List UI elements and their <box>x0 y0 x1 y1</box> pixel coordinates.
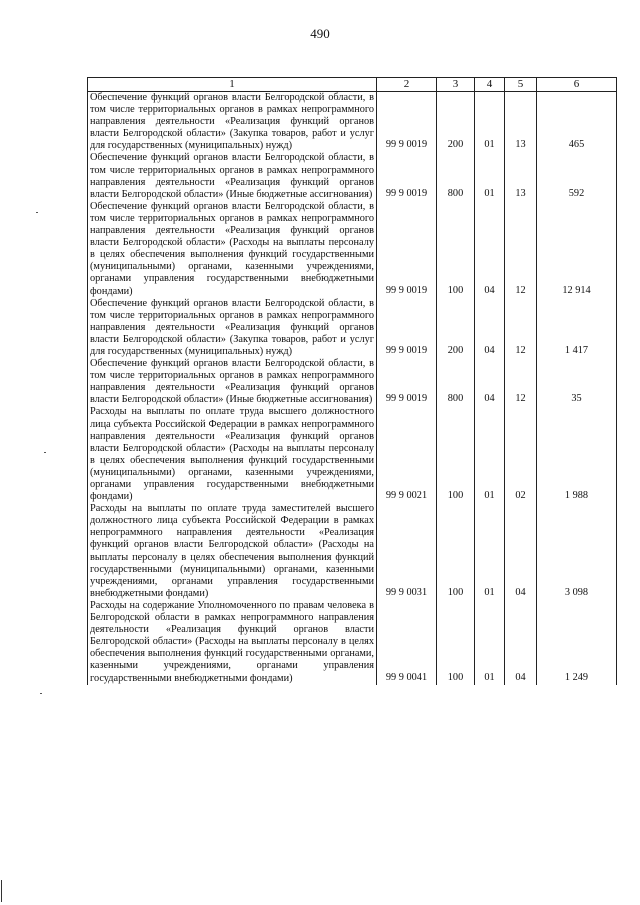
row-description: Расходы на выплаты по оплате труда заместителей высшего должностного лица субъекта Российской Федерации в рамках непрограммного направления деятельности «Реализация функций органов власти Белгородской области» (Расходы на выплаты персоналу в целях обеспечения выполнения функций государственными (муниципальными) органами, казенными учреждениями, органами управления государственными внебюджетными фондами) <box>88 503 377 600</box>
scan-edge-line <box>1 880 2 902</box>
row-type: 800 <box>437 152 475 200</box>
row-type: 100 <box>437 201 475 298</box>
column-header-type: 3 <box>437 78 475 92</box>
row-code: 99 9 0021 <box>377 406 437 503</box>
column-header-description: 1 <box>88 78 377 92</box>
row-section: 01 <box>475 503 505 600</box>
row-code: 99 9 0019 <box>377 358 437 406</box>
row-subsection: 13 <box>505 92 537 153</box>
row-section: 01 <box>475 152 505 200</box>
page-number: 490 <box>310 26 330 41</box>
row-code: 99 9 0041 <box>377 600 437 685</box>
table-row <box>88 152 617 200</box>
scan-margin-mark <box>40 693 42 694</box>
row-amount: 1 249 <box>537 600 617 685</box>
row-section: 01 <box>475 600 505 685</box>
row-amount: 12 914 <box>537 201 617 298</box>
row-amount: 465 <box>537 92 617 153</box>
table-row <box>88 406 617 503</box>
row-type: 100 <box>437 600 475 685</box>
row-description: Расходы на выплаты по оплате труда высшего должностного лица субъекта Российской Федерации в рамках непрограммного направления деятельности «Реализация функций органов власти Белгородской области» (Расходы на выплаты персоналу в целях обеспечения выполнения функций государственными (муниципальными) органами, казенными учреждениями, органами управления государственными внебюджетными фондами) <box>88 406 377 503</box>
row-amount: 1 417 <box>537 298 617 358</box>
column-header-code: 2 <box>377 78 437 92</box>
row-code: 99 9 0019 <box>377 201 437 298</box>
row-type: 200 <box>437 298 475 358</box>
column-header-subsection: 5 <box>505 78 537 92</box>
row-description: Обеспечение функций органов власти Белгородской области, в том числе территориальных органов в рамках непрограммного направления деятельности «Реализация функций органов власти Белгородской области» (Расходы на выплаты персоналу в целях обеспечения выполнения функций государственными (муниципальными) органами, казенными учреждениями, органами управления государственными внебюджетными фондами) <box>88 201 377 298</box>
row-subsection: 04 <box>505 600 537 685</box>
row-amount: 1 988 <box>537 406 617 503</box>
row-type: 800 <box>437 358 475 406</box>
row-section: 01 <box>475 406 505 503</box>
table-row <box>88 600 617 685</box>
row-subsection: 13 <box>505 152 537 200</box>
column-header-amount: 6 <box>537 78 617 92</box>
table-row <box>88 298 617 358</box>
row-amount: 35 <box>537 358 617 406</box>
table-row <box>88 358 617 406</box>
row-amount: 3 098 <box>537 503 617 600</box>
scan-margin-mark <box>44 452 46 453</box>
row-section: 01 <box>475 92 505 153</box>
row-amount: 592 <box>537 152 617 200</box>
row-subsection: 12 <box>505 298 537 358</box>
table-header-row <box>88 78 617 92</box>
row-code: 99 9 0019 <box>377 298 437 358</box>
table-row <box>88 503 617 600</box>
row-subsection: 04 <box>505 503 537 600</box>
row-code: 99 9 0031 <box>377 503 437 600</box>
table-row <box>88 201 617 298</box>
row-subsection: 02 <box>505 406 537 503</box>
row-type: 100 <box>437 503 475 600</box>
row-type: 100 <box>437 406 475 503</box>
table-row <box>88 92 617 153</box>
row-code: 99 9 0019 <box>377 152 437 200</box>
row-section: 04 <box>475 358 505 406</box>
scan-margin-mark <box>36 212 38 213</box>
row-description: Обеспечение функций органов власти Белгородской области, в том числе территориальных органов в рамках непрограммного направления деятельности «Реализация функций органов власти Белгородской области» (Закупка товаров, работ и услуг для государственных (муниципальных) нужд) <box>88 298 377 358</box>
row-section: 04 <box>475 201 505 298</box>
row-description: Обеспечение функций органов власти Белгородской области, в том числе территориальных органов в рамках непрограммного направления деятельности «Реализация функций органов власти Белгородской области» (Иные бюджетные ассигнования) <box>88 358 377 406</box>
budget-table <box>87 77 617 685</box>
row-code: 99 9 0019 <box>377 92 437 153</box>
row-subsection: 12 <box>505 358 537 406</box>
row-section: 04 <box>475 298 505 358</box>
column-header-section: 4 <box>475 78 505 92</box>
row-subsection: 12 <box>505 201 537 298</box>
row-type: 200 <box>437 92 475 153</box>
row-description: Обеспечение функций органов власти Белгородской области, в том числе территориальных органов в рамках непрограммного направления деятельности «Реализация функций органов власти Белгородской области» (Иные бюджетные ассигнования) <box>88 152 377 200</box>
row-description: Обеспечение функций органов власти Белгородской области, в том числе территориальных органов в рамках непрограммного направления деятельности «Реализация функций органов власти Белгородской области» (Закупка товаров, работ и услуг для государственных (муниципальных) нужд) <box>88 92 377 153</box>
row-description: Расходы на содержание Уполномоченного по правам человека в Белгородской области в рамках непрограммного направления деятельности «Реализация функций органов власти Белгородской области» (Расходы на выплаты персоналу в целях обеспечения выполнения функций государственными органами, казенными учреждениями, органами управления государственными внебюджетными фондами) <box>88 600 377 685</box>
